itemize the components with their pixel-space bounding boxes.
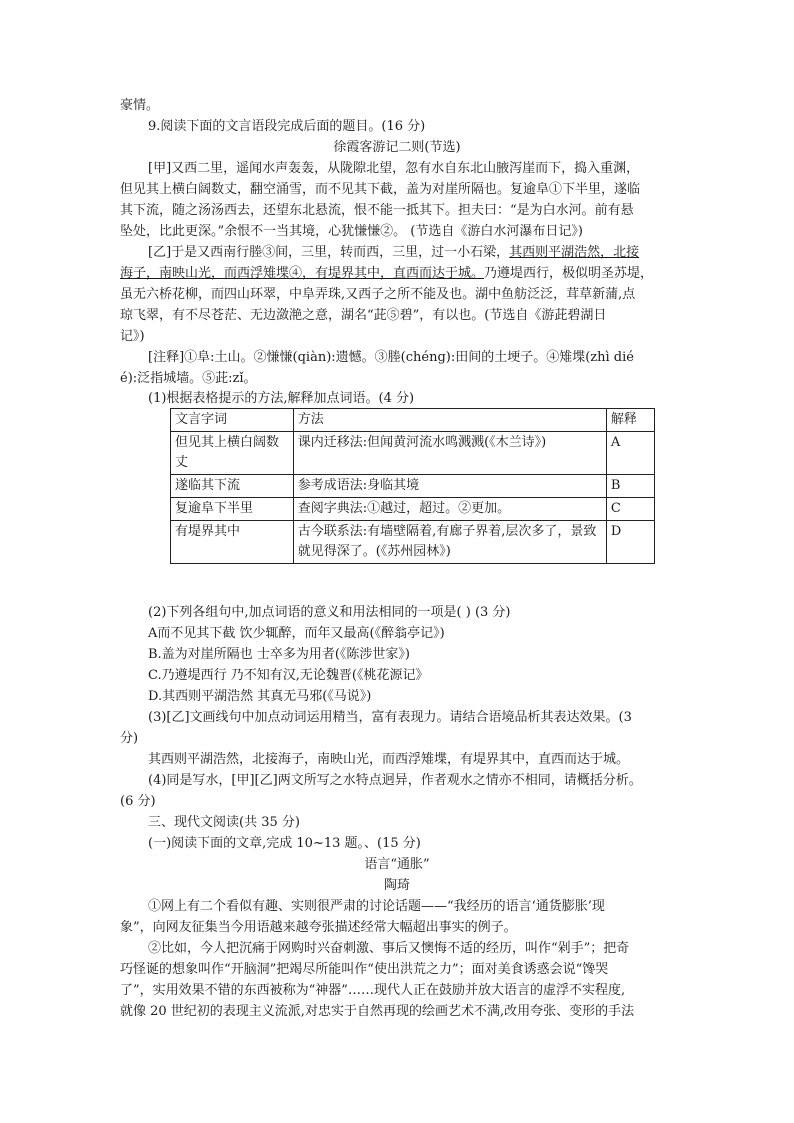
- table-cell: 课内迁移法:但闻黄河流水鸣溅溅(《木兰诗》): [293, 432, 606, 475]
- underlined-sentence: 其西则平湖浩然，北接: [509, 245, 640, 260]
- table-cell: A: [606, 432, 654, 475]
- passage-yi-text: [乙]于是又西南行塍③间，三里，转而西，三里，过一小石梁，: [148, 245, 510, 260]
- table-cell: 遂临其下流: [171, 475, 294, 498]
- question-9-heading: 9.阅读下面的文言语段完成后面的题目。(16 分): [148, 119, 426, 134]
- annotation-line: [注释]①阜:土山。②慊慊(qiàn):遗憾。③塍(chéng):田间的土埂子。④雉堞(zhì dié: [148, 350, 634, 365]
- passage-title: 徐霞客游记二则(节选): [333, 140, 461, 155]
- article-line: ②比如，今人把沉痛于网购时兴奋刺激、事后又懊悔不适的经历，叫作“剁手”；把奇: [148, 941, 630, 956]
- passage-yi-line: [148, 243, 708, 263]
- annotation-line: é):泛指城墙。⑤茈:zǐ。: [120, 371, 257, 386]
- passage-jia-line: [甲]又西二里，遥闻水声轰轰，从陇隙北望，忽有水自东北山腋泻崖而下，捣入重渊，: [148, 161, 640, 176]
- table-cell: 古今联系法:有墙壁隔着,有廊子界着,层次多了，景致就见得深了。(《苏州园林》): [293, 521, 606, 564]
- article-line: ①网上有二个看似有趣、实则很严肃的讨论话题——“我经历的语言‘通货膨胀’现: [148, 899, 605, 914]
- table-header-row: [171, 409, 655, 432]
- option-c: C.乃遵堤西行 乃不知有汉,无论魏晋(《桃花源记》: [148, 668, 429, 683]
- section-heading: 三、现代文阅读(共 35 分): [148, 815, 300, 830]
- table-cell: D: [606, 521, 654, 564]
- option-b: B.盖为对崖所隔也 士卒多为用者(《陈涉世家》): [148, 647, 410, 662]
- table-row: [171, 498, 655, 521]
- table-cell: C: [606, 498, 654, 521]
- table-row: [171, 432, 655, 475]
- question-3-continued: 分): [120, 731, 139, 746]
- passage-yi-line: 记》): [120, 329, 145, 344]
- table-row: [171, 521, 655, 564]
- passage-jia-line: 其下流，随之汤汤西去，还望东北悬流，恨不能一抵其下。担夫曰：“是为白水河。前有悬: [120, 203, 634, 218]
- passage-jia-line: 坠处，比此更深。”余恨不一当其境，心犹慊慊②。 (节选自《游白水河瀑布日记》): [120, 224, 583, 239]
- table-header: 解释: [606, 409, 654, 432]
- quoted-sentence: 其西则平湖浩然，北接海子，南映山光，而西浮雉堞，有堤界其中，直西而达于城。: [148, 752, 630, 767]
- table-cell: B: [606, 475, 654, 498]
- passage-yi-text: 乃遵堤西行，极似明圣苏堤，: [484, 266, 654, 281]
- passage-jia-line: 但见其上横白阔数丈，翻空涌雪，而不见其下截，盖为对崖所隔也。复逾阜①下半里，遂临: [120, 182, 641, 197]
- table-header: 文言字词: [171, 409, 294, 432]
- table-header: 方法: [293, 409, 606, 432]
- reading-instructions: (一)阅读下面的文章,完成 10~13 题。、(15 分): [148, 836, 421, 851]
- passage-yi-line: [120, 264, 680, 284]
- table-cell: 复逾阜下半里: [171, 498, 294, 521]
- question-2: (2)下列各组句中,加点词语的意义和用法相同的一项是( ) (3 分): [148, 605, 511, 620]
- option-d: D.其西则平湖浩然 其真无马邪(《马说》): [148, 689, 372, 704]
- table-cell: 有堤界其中: [171, 521, 294, 564]
- article-line: 象”，向网友征集当今用语越来越夸张描述经常大幅超出事实的例子。: [120, 920, 517, 935]
- article-author: 陶琦: [383, 878, 410, 893]
- question-4-continued: (6 分): [120, 794, 156, 809]
- table-cell: 但见其上横白阔数丈: [171, 432, 294, 475]
- table-row: [171, 475, 655, 498]
- table-cell: 参考成语法:身临其境: [293, 475, 606, 498]
- question-1: (1)根据表格提示的方法,解释加点词语。(4 分): [148, 391, 415, 406]
- question-4: (4)同是写水，[甲][乙]两文所写之水特点迥异，作者观水之情亦不相同，请概括分析。: [148, 773, 642, 788]
- article-line: 巧怪诞的想象叫作“开脑洞”把竭尽所能叫作“使出洪荒之力”；面对美食诱惑会说“馋哭: [120, 962, 609, 977]
- question-3: (3)[乙]文画线句中加点动词运用精当，富有表现力。请结合语境品析其表达效果。(3: [148, 710, 632, 725]
- passage-yi-line: 虽无六桥花柳，而四山环翠，中阜弄珠,又西子之所不能及也。湖中鱼舫泛泛，茸草新蒲,点: [120, 287, 636, 302]
- option-a: A而不见其下截 饮少辄醉，而年又最高(《醉翁亭记》): [148, 626, 445, 641]
- article-title: 语言“通胀”: [364, 857, 430, 872]
- underlined-sentence: 海子，南映山光，而西浮雉堞④，有堤界其中，直西而达于城。: [120, 266, 485, 281]
- vocabulary-table: [170, 408, 655, 564]
- article-line: 了”，实用效果不错的东西被称为“神器”……现代人正在鼓励并放大语言的虚浮不实程度,: [120, 983, 626, 998]
- text-line: 豪情。: [120, 98, 160, 113]
- passage-yi-line: 琼飞翠，有不尽苍茫、无边潋滟之意，湖名“茈⑤碧”，有以也。(节选自《游茈碧湖日: [120, 308, 607, 323]
- article-line: 就像 20 世纪初的表现主义流派,对忠实于自然再现的绘画艺术不满,改用夸张、变形的手法: [120, 1004, 635, 1019]
- table-cell: 查阅字典法:①越过，超过。②更加。: [293, 498, 606, 521]
